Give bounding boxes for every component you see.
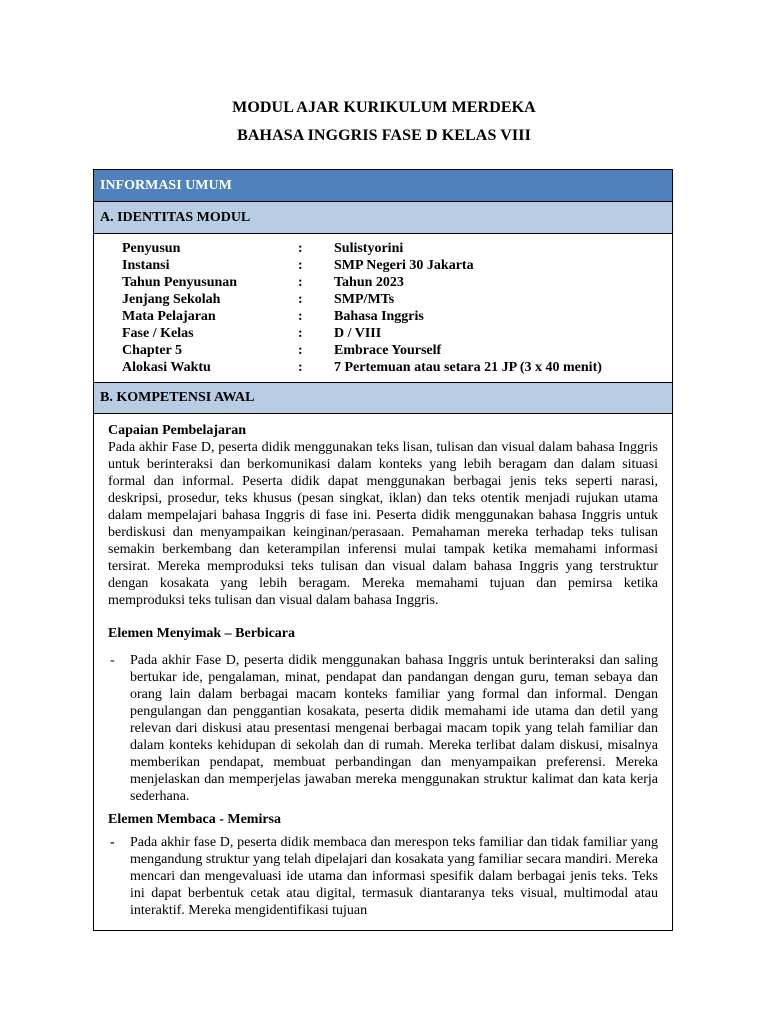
- identitas-row: [122, 325, 672, 342]
- identitas-modul-list: [94, 234, 672, 382]
- identitas-label: Alokasi Waktu: [122, 360, 211, 375]
- identitas-colon: :: [298, 326, 303, 341]
- identitas-colon: :: [298, 275, 303, 290]
- document-title: MODUL AJAR KURIKULUM MERDEKA: [232, 99, 536, 116]
- identitas-colon: :: [298, 258, 303, 273]
- elemen-membaca-text: Pada akhir fase D, peserta didik membaca dan merespon teks familiar dan tidak familiar yang mengandung struktur yang telah dipelajari dan kosakata yang familiar secara mandiri. Mereka mencari dan mengevaluasi ide utama dan informasi spesifik dalam berbagai jenis teks. Teks ini dapat berbentuk cetak atau digital, termasuk diantaranya teks visual, multimodal atau interaktif. Mereka mengidentifikasi tujuan: [130, 835, 658, 918]
- identitas-label: Penyusun: [122, 241, 181, 256]
- module-info-table: [93, 169, 673, 931]
- identitas-label: Jenjang Sekolah: [122, 292, 221, 307]
- list-item: [108, 652, 658, 805]
- identitas-row: [122, 291, 672, 308]
- identitas-label: Instansi: [122, 258, 170, 273]
- elemen-menyimak-title: Elemen Menyimak – Berbicara: [108, 626, 296, 641]
- identitas-value: SMP/MTs: [334, 292, 395, 307]
- identitas-colon: :: [298, 241, 303, 256]
- capaian-paragraph: Pada akhir Fase D, peserta didik menggunakan teks lisan, tulisan dan visual dalam bahasa Inggris untuk berinteraksi dan berkomunikasi dalam konteks yang lebih beragam dan dalam situasi formal dan informal. Peserta didik dapat menggunakan berbagai jenis teks seperti narasi, deskripsi, prosedur, teks khusus (pesan singkat, iklan) dan teks otentik menjadi rujukan utama dalam mempelajari bahasa Inggris di fase ini. Peserta didik menggunakan bahasa Inggris untuk berdiskusi dan menyampaikan keinginan/perasaan. Pemahaman mereka terhadap teks tulisan semakin berkembang dan keterampilan inferensi mulai tampak ketika memahami informasi tersirat. Mereka memproduksi teks tulisan dan visual dalam bahasa Inggris yang terstruktur dengan kosakata yang lebih beragam. Mereka memahami tujuan dan pemirsa ketika memproduksi teks tulisan dan visual dalam bahasa Inggris.: [108, 440, 658, 608]
- identitas-value: Embrace Yourself: [334, 343, 442, 358]
- bullet-dash: -: [110, 653, 115, 668]
- kompetensi-awal-content: [94, 414, 672, 919]
- identitas-value: Tahun 2023: [334, 275, 404, 290]
- identitas-value: SMP Negeri 30 Jakarta: [334, 258, 474, 273]
- identitas-label: Mata Pelajaran: [122, 309, 216, 324]
- identitas-value: D / VIII: [334, 326, 382, 341]
- identitas-row: [122, 308, 672, 325]
- identitas-row: [122, 257, 672, 274]
- capaian-title: Capaian Pembelajaran: [108, 423, 247, 438]
- identitas-row: [122, 342, 672, 359]
- elemen-menyimak-text: Pada akhir Fase D, peserta didik menggunakan bahasa Inggris untuk berinteraksi dan saling bertukar ide, pengalaman, minat, pendapat dan pandangan dengan guru, teman sebaya dan orang lain dalam berbagai macam konteks familiar yang formal dan informal. Dengan pengulangan dan penggantian kosakata, peserta didik memahami ide utama dan detil yang relevan dari diskusi atau presentasi mengenai berbagai macam topik yang telah familiar dan dalam konteks kehidupan di sekolah dan di rumah. Mereka terlibat dalam diskusi, misalnya memberikan pendapat, membuat perbandingan dan menyampaikan preferensi. Mereka menjelaskan dan memperjelas jawaban mereka menggunakan struktur kalimat dan kata kerja sederhana.: [130, 653, 658, 804]
- section-header-identitas-modul: A. IDENTITAS MODUL: [94, 202, 672, 234]
- identitas-label: Fase / Kelas: [122, 326, 194, 341]
- list-item: [108, 834, 658, 919]
- identitas-row: [122, 359, 672, 376]
- identitas-label: Chapter 5: [122, 343, 183, 358]
- document-title-block: [0, 94, 768, 150]
- identitas-colon: :: [298, 309, 303, 324]
- elemen-membaca-title: Elemen Membaca - Memirsa: [108, 812, 281, 827]
- identitas-value: Bahasa Inggris: [334, 309, 424, 324]
- identitas-colon: :: [298, 292, 303, 307]
- identitas-value: Sulistyorini: [334, 241, 404, 256]
- bullet-dash: -: [110, 835, 115, 850]
- identitas-colon: :: [298, 343, 303, 358]
- section-header-kompetensi-awal: B. KOMPETENSI AWAL: [94, 382, 672, 414]
- identitas-row: [122, 274, 672, 291]
- identitas-value: 7 Pertemuan atau setara 21 JP (3 x 40 menit): [334, 360, 602, 375]
- identitas-row: [122, 240, 672, 257]
- identitas-colon: :: [298, 360, 303, 375]
- document-subtitle: BAHASA INGGRIS FASE D KELAS VIII: [237, 127, 531, 144]
- section-header-informasi-umum: INFORMASI UMUM: [94, 170, 672, 202]
- identitas-label: Tahun Penyusunan: [122, 275, 238, 290]
